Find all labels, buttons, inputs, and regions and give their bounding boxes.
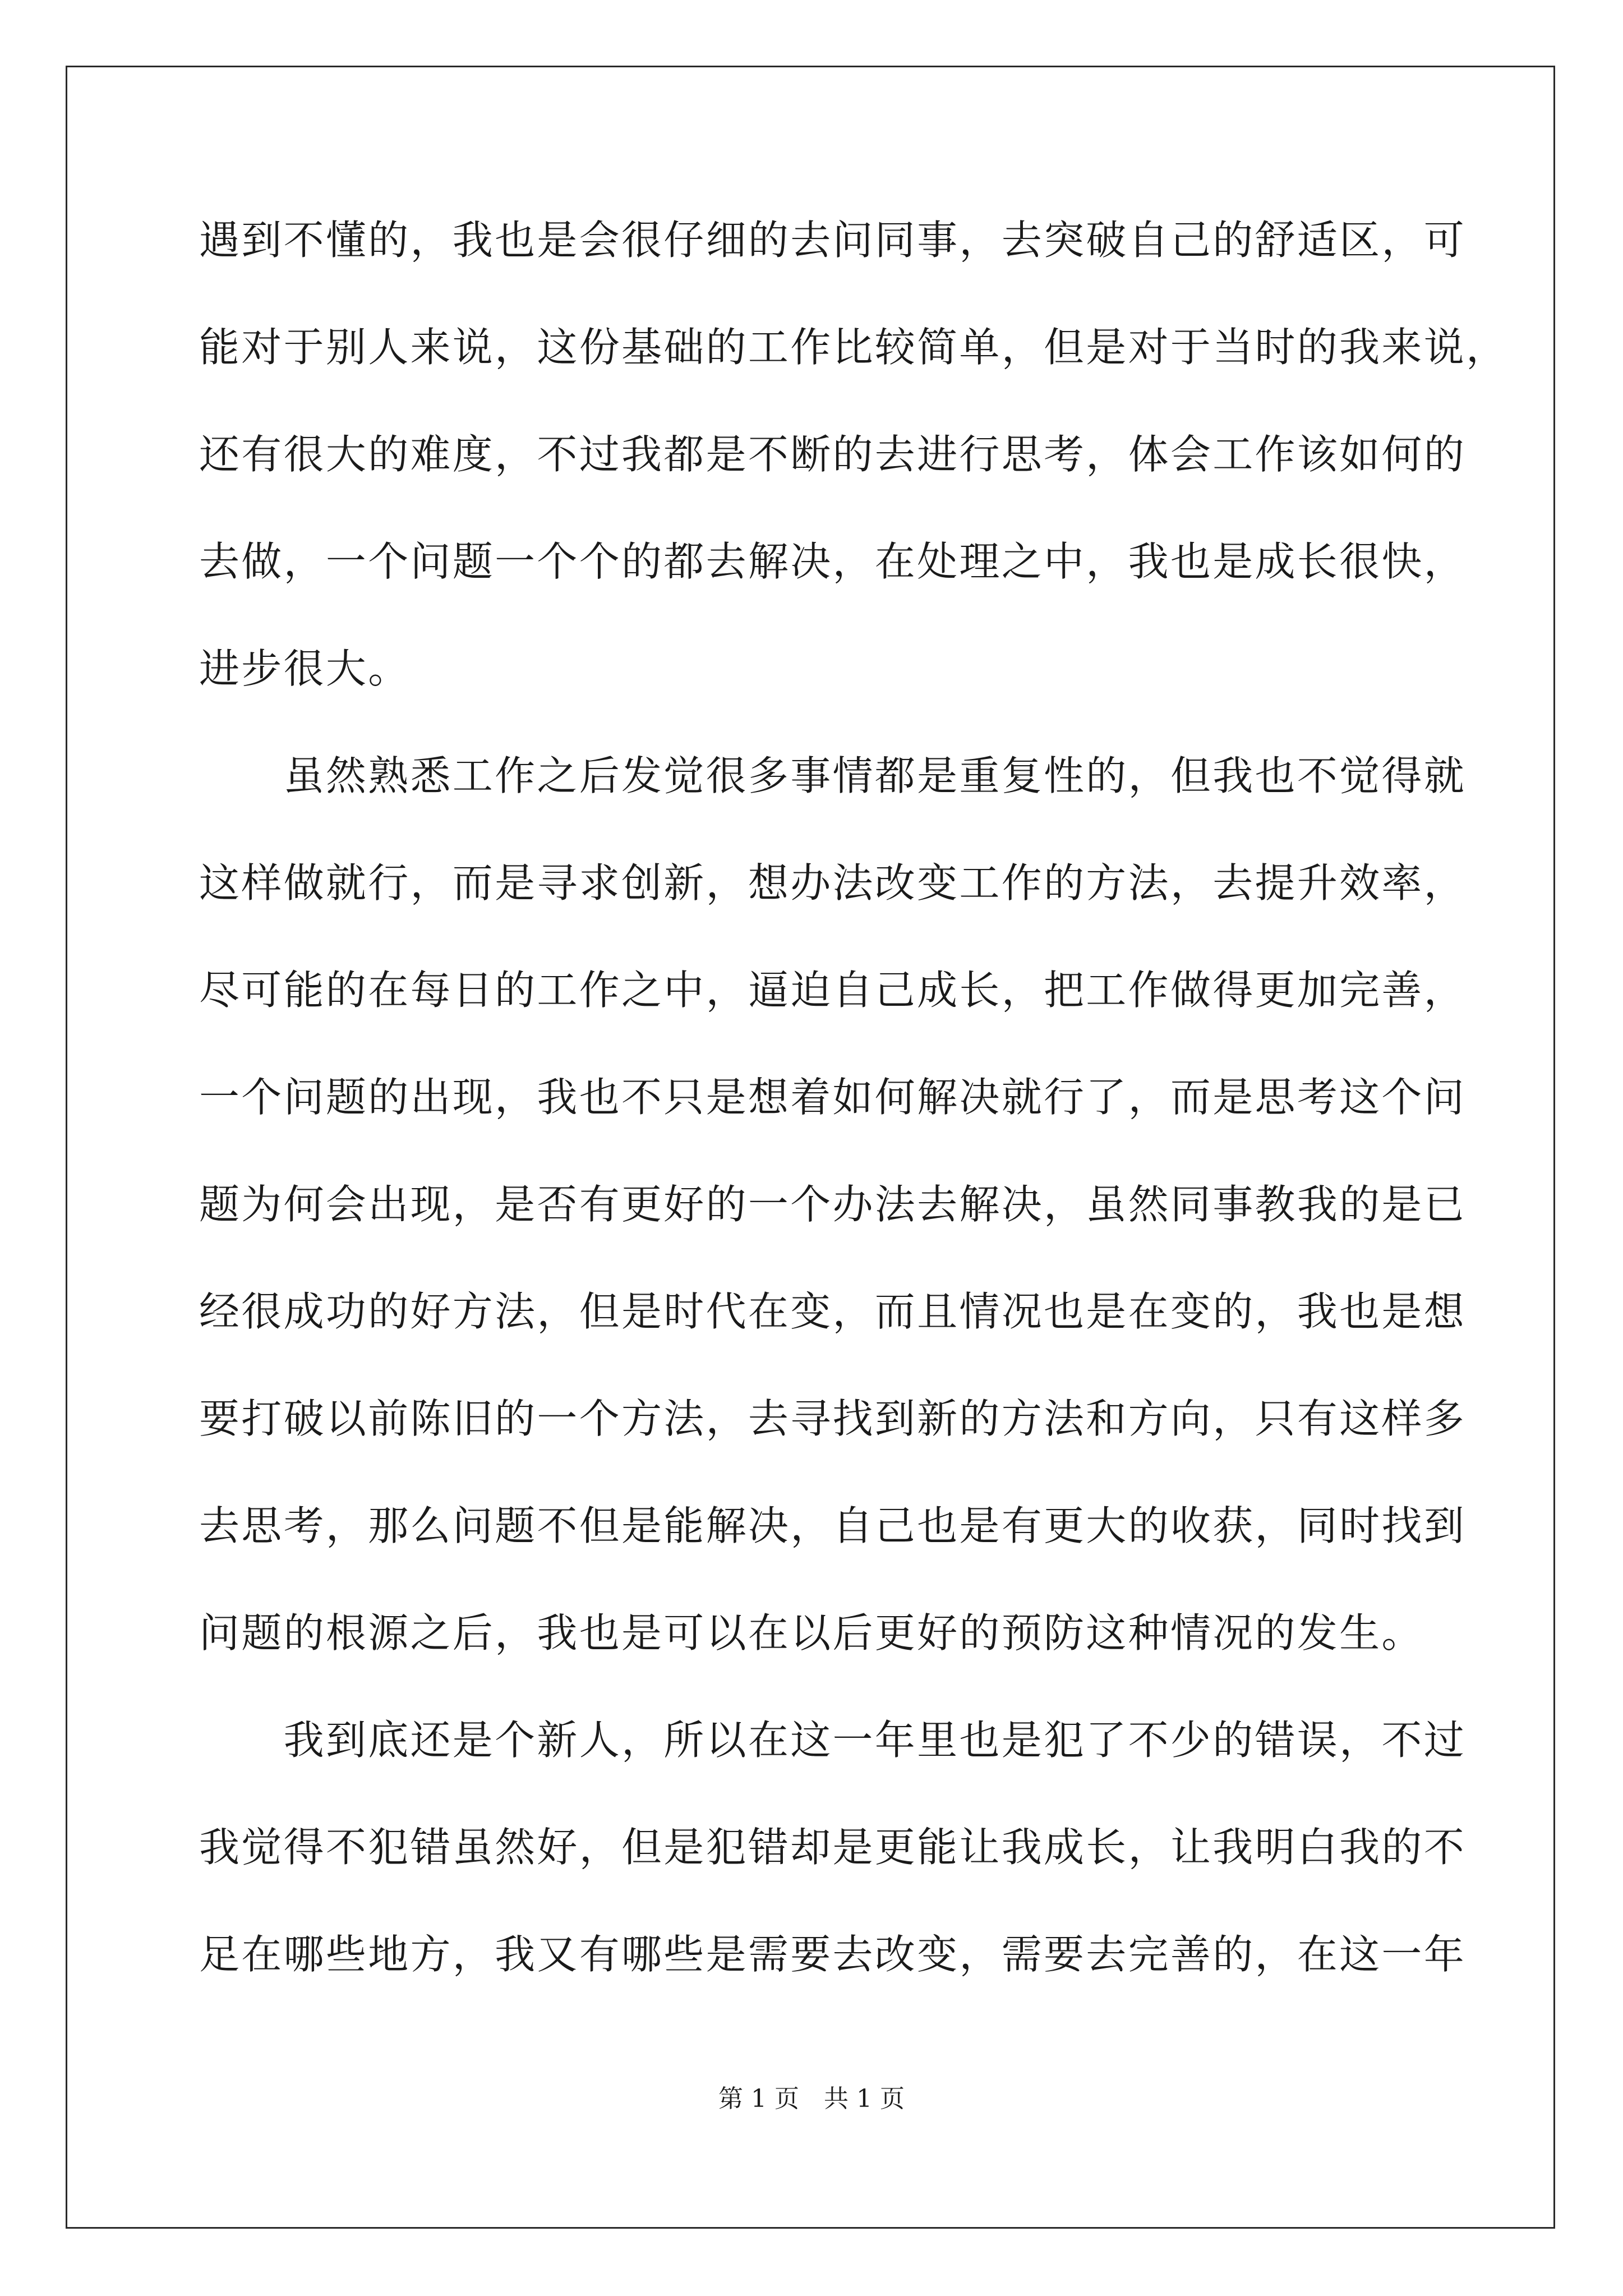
text-line-13: 去思考，那么问题不但是能解决，自己也是有更大的收获，同时找到 bbox=[199, 1502, 1467, 1549]
text-line-17: 足在哪些地方，我又有哪些是需要去改变，需要去完善的，在这一年 bbox=[199, 1931, 1467, 1978]
text-line-16: 我觉得不犯错虽然好，但是犯错却是更能让我成长，让我明白我的不 bbox=[199, 1824, 1467, 1871]
text-line-1: 遇到不懂的，我也是会很仔细的去问同事，去突破自己的舒适区，可 bbox=[199, 217, 1467, 264]
text-line-9: 一个问题的出现，我也不只是想着如何解决就行了，而是思考这个问 bbox=[199, 1074, 1467, 1121]
text-line-11: 经很成功的好方法，但是时代在变，而且情况也是在变的，我也是想 bbox=[199, 1288, 1467, 1335]
text-line-12: 要打破以前陈旧的一个方法，去寻找到新的方法和方向，只有这样多 bbox=[199, 1395, 1467, 1442]
text-line-3: 还有很大的难度，不过我都是不断的去进行思考，体会工作该如何的 bbox=[199, 431, 1467, 478]
text-line-4: 去做，一个问题一个个的都去解决，在处理之中，我也是成长很快， bbox=[199, 538, 1467, 585]
document-body bbox=[199, 213, 1509, 2035]
text-line-5: 进步很大。 bbox=[199, 645, 411, 692]
text-line-7: 这样做就行，而是寻求创新，想办法改变工作的方法，去提升效率， bbox=[199, 859, 1467, 907]
text-line-14: 问题的根源之后，我也是可以在以后更好的预防这种情况的发生。 bbox=[199, 1609, 1424, 1657]
text-line-2: 能对于别人来说，这份基础的工作比较简单，但是对于当时的我来说， bbox=[199, 324, 1509, 371]
page-footer: 第 1 页 共 1 页 bbox=[718, 2085, 905, 2113]
text-line-15: 我到底还是个新人，所以在这一年里也是犯了不少的错误，不过 bbox=[199, 1717, 1467, 1764]
text-line-6: 虽然熟悉工作之后发觉很多事情都是重复性的，但我也不觉得就 bbox=[199, 752, 1467, 799]
text-line-10: 题为何会出现，是否有更好的一个办法去解决，虽然同事教我的是已 bbox=[199, 1181, 1467, 1228]
text-line-8: 尽可能的在每日的工作之中，逼迫自己成长，把工作做得更加完善， bbox=[199, 967, 1467, 1014]
